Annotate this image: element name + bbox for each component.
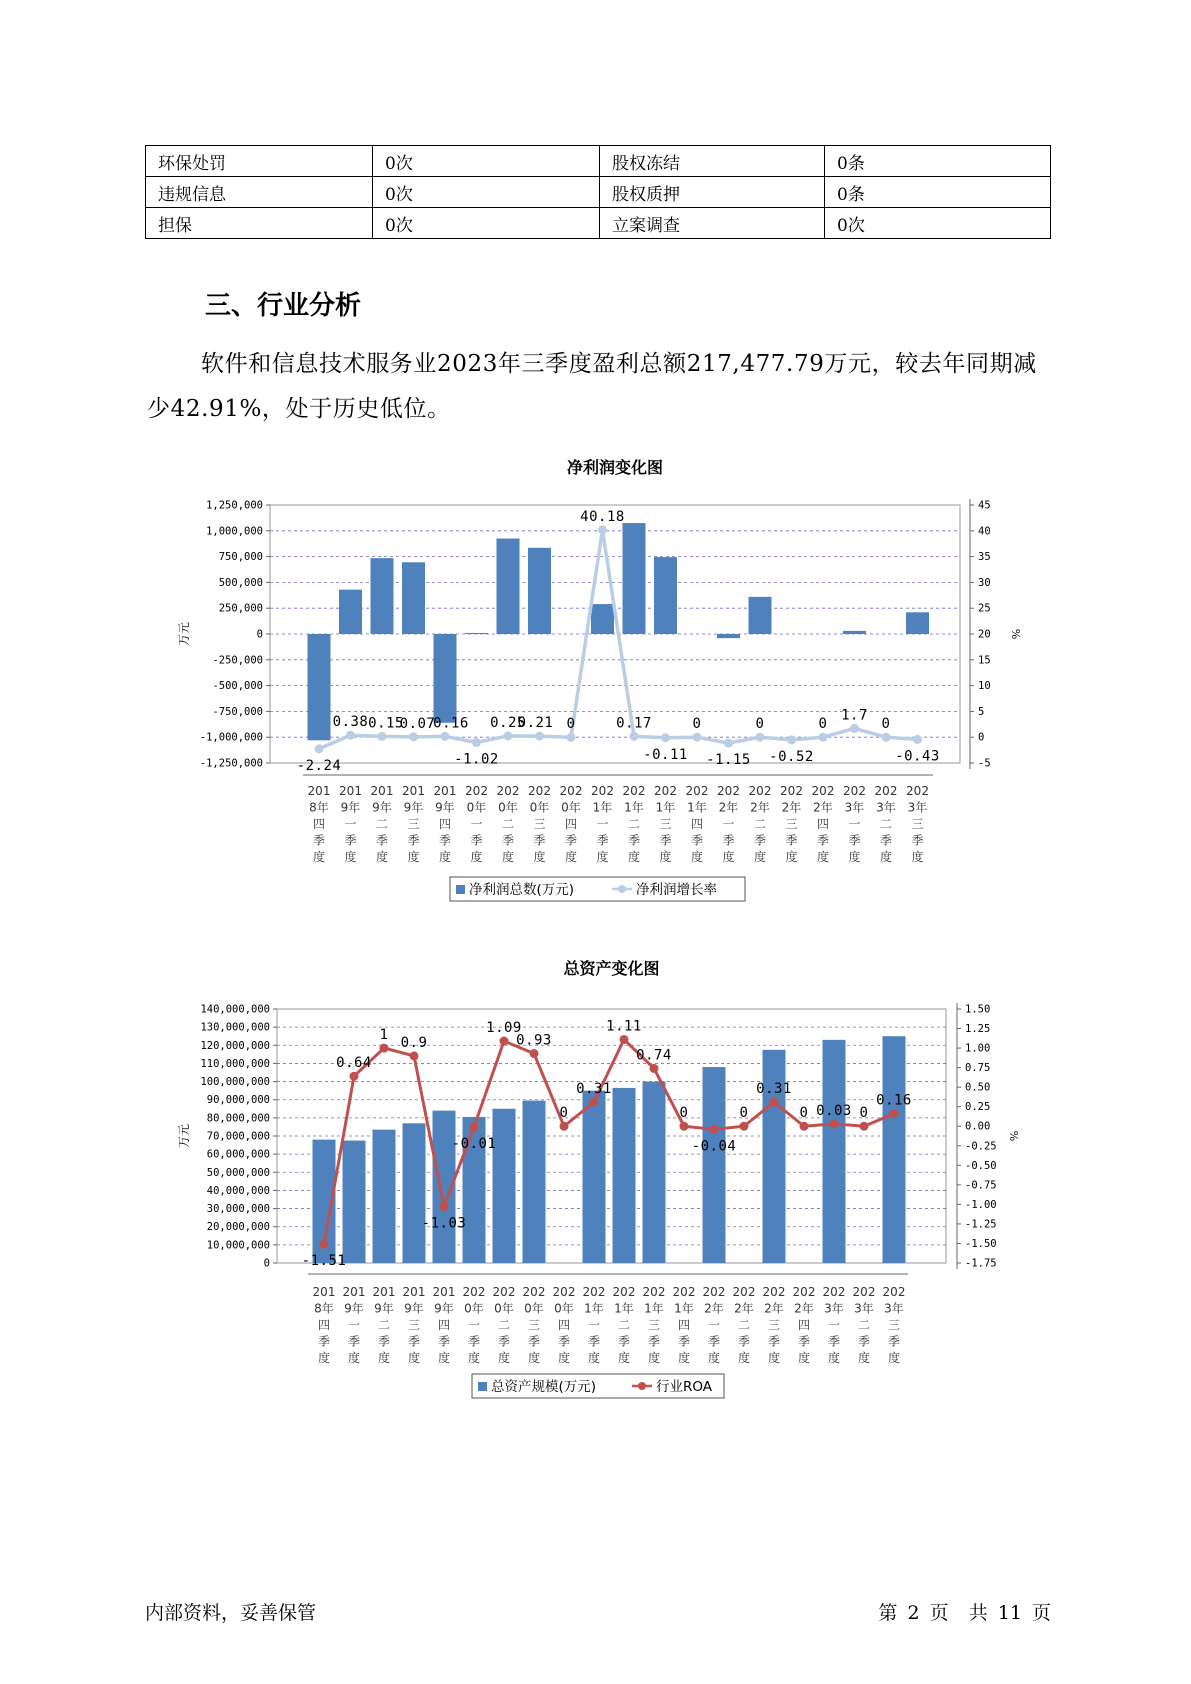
y2-tick-label: 1.00 [965,1042,991,1055]
y2-tick-label: 0.25 [965,1101,991,1114]
data-label: 0.07 [399,715,436,732]
bar [643,1082,666,1263]
bar [906,612,929,634]
x-tick-label: 201 9年四季度 [432,1285,456,1365]
x-tick-label: 202 0年三季度 [528,784,551,864]
table-cell: 股权质押 [600,177,825,208]
data-label: 0.74 [636,1047,672,1064]
data-label: -0.04 [691,1138,737,1155]
bar [371,558,394,634]
y-tick-label: 750,000 [218,551,263,564]
line-point [850,724,859,733]
x-tick-label: 202 2年三季度 [780,784,803,864]
table-cell: 违规信息 [146,177,373,208]
y2-tick-label: 10 [978,680,991,693]
y-tick-label: 60,000,000 [206,1148,270,1161]
x-tick-label: 202 3年三季度 [882,1285,906,1365]
x-tick-label: 201 8年四季度 [307,784,331,864]
x-tick-label: 202 3年三季度 [906,784,929,864]
x-tick-label: 201 9年四季度 [433,784,457,864]
table-cell: 0条 [825,146,1051,177]
table-cell: 0条 [825,177,1051,208]
x-tick-label: 202 1年四季度 [685,784,709,864]
total-prefix: 共 [968,1602,988,1624]
y-tick-label: 90,000,000 [206,1094,270,1107]
data-label: 0.15 [368,715,404,732]
page-number: 2 [907,1602,920,1624]
y2-tick-label: 0.75 [965,1062,991,1075]
x-tick-label: 202 0年四季度 [559,784,583,864]
bar [497,539,520,634]
x-tick-label: 201 9年三季度 [402,784,425,864]
table-cell: 0次 [373,146,600,177]
line-point [598,525,607,534]
x-tick-label: 202 2年四季度 [792,1285,816,1365]
total-pages: 11 [997,1602,1022,1624]
y2-tick-label: -5 [978,757,991,770]
bar [749,597,772,634]
line-point [504,731,513,740]
y2-tick-label: 0 [978,731,985,744]
data-label: 0.17 [616,715,652,732]
legend-line-label: 净利润增长率 [636,882,717,898]
data-label: 0.25 [490,714,526,731]
data-label: 0 [881,716,891,733]
x-tick-label: 201 9年三季度 [402,1285,426,1365]
bar [717,634,740,638]
x-tick-label: 202 2年一季度 [702,1285,726,1365]
data-label: -0.43 [895,748,940,765]
data-label: -1.51 [301,1253,347,1270]
x-tick-label: 202 1年一季度 [591,784,614,864]
line-point [710,1125,719,1134]
data-label: 0 [692,716,702,733]
data-label: 0 [799,1105,809,1122]
bar [373,1130,396,1263]
data-label: -1.03 [421,1215,467,1232]
line-point [630,732,639,741]
x-tick-label: 202 0年一季度 [465,784,488,864]
y2-tick-label: 5 [978,705,985,718]
chart-title: 净利润变化图 [566,458,664,477]
x-tick-label: 202 2年一季度 [717,784,740,864]
y-tick-label: 100,000,000 [200,1076,270,1089]
x-tick-label: 201 9年二季度 [370,784,394,864]
bar [528,548,551,634]
y-tick-label: 30,000,000 [206,1203,270,1216]
data-label: 0 [739,1105,749,1122]
line-point [472,738,481,747]
line-point [410,1051,419,1060]
line-point [535,732,544,741]
bar [703,1067,726,1263]
y-tick-label: 120,000,000 [200,1039,270,1052]
bar [434,634,457,723]
data-label: 0 [559,1105,569,1122]
x-tick-label: 202 2年四季度 [811,784,835,864]
y2-tick-label: 1.50 [965,1003,991,1016]
data-label: -0.01 [451,1136,497,1153]
data-label: 40.18 [580,508,625,525]
line-point [315,744,324,753]
legend-bar-swatch [456,885,465,894]
legend-line-marker [638,1382,646,1390]
y2-tick-label: 35 [978,551,991,564]
x-tick-label: 202 0年四季度 [552,1285,576,1365]
x-tick-label: 202 1年三季度 [642,1285,666,1365]
bar [343,1141,366,1263]
line-point [530,1049,539,1058]
bar [654,557,677,634]
legend-bar-swatch [478,1382,487,1391]
y-axis-title: 万元 [177,1123,191,1149]
y-tick-label: 70,000,000 [206,1130,270,1143]
x-tick-label: 202 2年二季度 [748,784,772,864]
footer-confidential: 内部资料，妥善保管 [145,1602,317,1624]
data-label: 1.11 [606,1018,642,1035]
x-tick-label: 202 1年三季度 [654,784,677,864]
y2-axis-title: % [1007,1130,1020,1142]
line-point [740,1122,749,1131]
x-tick-label: 202 3年一季度 [822,1285,846,1365]
line-point [724,739,733,748]
line-point [882,733,891,742]
data-label: 1 [379,1027,389,1044]
y2-tick-label: -1.75 [965,1257,997,1270]
y-tick-label: 80,000,000 [206,1112,270,1125]
data-label: 0 [679,1105,689,1122]
y2-tick-label: 0.00 [965,1120,991,1133]
page-prefix: 第 [878,1602,898,1624]
y2-tick-label: 45 [978,499,991,512]
y2-tick-label: 0.50 [965,1081,991,1094]
y-tick-label: -500,000 [212,680,263,693]
table-cell: 立案调查 [600,208,825,239]
line-point [830,1119,839,1128]
data-label: 0 [566,716,576,733]
y-tick-label: 130,000,000 [200,1021,270,1034]
x-tick-label: 202 0年一季度 [462,1285,486,1365]
data-label: 0.21 [517,715,554,732]
x-tick-label: 202 0年二季度 [496,784,520,864]
table-row [146,146,1051,177]
legend-line-label: 行业ROA [656,1379,713,1395]
data-label: 0.93 [516,1032,552,1049]
y2-tick-label: 15 [978,654,991,667]
y-tick-label: 0 [256,628,263,641]
data-label: -2.24 [296,757,342,774]
line-point [380,1044,389,1053]
data-label: 0.9 [400,1034,428,1051]
x-tick-label: 202 0年二季度 [492,1285,516,1365]
bar [523,1101,546,1263]
x-tick-label: 202 1年四季度 [672,1285,696,1365]
total-suffix: 页 [1031,1602,1051,1624]
x-tick-label: 202 1年一季度 [582,1285,606,1365]
data-label: 0.31 [576,1081,612,1098]
data-label: 0.38 [332,714,369,731]
total-assets-chart [0,945,1191,1415]
x-tick-label: 202 2年三季度 [762,1285,786,1365]
data-label: -1.15 [706,752,751,769]
line-point [650,1064,659,1073]
y-tick-label: 1,000,000 [206,525,263,538]
y-tick-label: 40,000,000 [206,1184,270,1197]
data-label: 1.7 [841,707,868,724]
line-point [470,1123,479,1132]
x-tick-label: 202 1年二季度 [612,1285,636,1365]
line-point [409,732,418,741]
data-label: 0 [859,1105,869,1122]
data-label: -0.11 [643,746,688,763]
line-point [890,1109,899,1118]
y2-tick-label: 20 [978,628,991,641]
bar [591,604,614,634]
data-label: 0.16 [876,1092,912,1109]
bar [402,562,425,634]
data-label: 0 [755,716,765,733]
y2-tick-label: 25 [978,602,991,615]
section-paragraph: 软件和信息技术服务业2023年三季度盈利总额217,477.79万元，较去年同期减少42.91%，处于历史低位。 [147,351,1037,422]
line-point [440,1202,449,1211]
x-tick-label: 202 2年二季度 [732,1285,756,1365]
table-row [146,177,1051,208]
table-row [146,208,1051,239]
data-label: 0.31 [756,1081,792,1098]
section-title: 三、行业分析 [205,291,362,321]
y-tick-label: 500,000 [218,576,263,589]
page-suffix: 页 [929,1602,949,1624]
line-point [500,1037,509,1046]
data-label: 1.09 [486,1020,522,1037]
y2-tick-label: 30 [978,576,991,589]
y2-axis-title: % [1009,628,1022,640]
line-point [661,733,670,742]
bar [339,590,362,634]
y-tick-label: 50,000,000 [206,1166,270,1179]
line-point [756,733,765,742]
table-cell: 0次 [373,177,600,208]
y-tick-label: 110,000,000 [200,1057,270,1070]
bar [613,1088,636,1263]
bar [883,1036,906,1263]
y-axis-title: 万元 [177,621,191,647]
line-point [320,1240,329,1249]
bar [403,1123,426,1263]
line-point [693,733,702,742]
legend-bar-label: 总资产规模(万元) [491,1379,597,1395]
data-label: 0.16 [433,715,469,732]
line-point [787,735,796,744]
data-label: 0.03 [816,1102,852,1119]
legend-bar-label: 净利润总数(万元) [469,882,575,898]
table-cell: 股权冻结 [600,146,825,177]
y-tick-label: -250,000 [212,654,263,667]
x-tick-label: 201 8年四季度 [312,1285,336,1365]
line-point [346,731,355,740]
chart-title: 总资产变化图 [563,959,660,978]
line-point [860,1122,869,1131]
y-tick-label: -1,000,000 [199,731,263,744]
y2-tick-label: -0.25 [965,1140,997,1153]
bar [843,631,866,634]
x-tick-label: 202 3年二季度 [874,784,898,864]
y2-tick-label: 40 [978,525,991,538]
bar [465,633,488,634]
bar [493,1109,516,1263]
y2-tick-label: 1.25 [965,1023,991,1036]
line-point [378,732,387,741]
x-tick-label: 201 9年二季度 [372,1285,396,1365]
risk-table [145,145,1051,239]
y2-tick-label: -0.75 [965,1179,997,1192]
line-point [620,1035,629,1044]
line-point [800,1122,809,1131]
line-point [590,1098,599,1107]
y-tick-label: -750,000 [212,705,263,718]
y-tick-label: 140,000,000 [200,1003,270,1016]
line-point [819,733,828,742]
bar [623,523,646,634]
x-tick-label: 202 3年一季度 [843,784,866,864]
legend-line-marker [618,885,626,893]
y-tick-label: 1,250,000 [206,499,263,512]
table-cell: 0次 [373,208,600,239]
x-tick-label: 201 9年一季度 [342,1285,366,1365]
line-point [567,733,576,742]
line-point [441,732,450,741]
line-point [350,1072,359,1081]
table-cell: 担保 [146,208,373,239]
line-point [770,1098,779,1107]
y-tick-label: 20,000,000 [206,1221,270,1234]
table-cell: 环保处罚 [146,146,373,177]
x-tick-label: 202 1年二季度 [622,784,646,864]
footer-page-info [874,1598,1051,1625]
y-tick-label: 0 [263,1257,270,1270]
y-tick-label: 10,000,000 [206,1239,270,1252]
data-label: -1.02 [454,751,499,768]
y2-tick-label: -1.25 [965,1218,997,1231]
x-tick-label: 202 3年二季度 [852,1285,876,1365]
data-label: 0 [818,716,828,733]
net-profit-chart [0,450,1191,910]
bar [308,634,331,740]
bar [823,1040,846,1263]
data-label: -0.52 [769,748,814,765]
y-tick-label: 250,000 [218,602,263,615]
line-point [913,735,922,744]
bar [583,1091,606,1263]
x-tick-label: 202 0年三季度 [522,1285,546,1365]
x-tick-label: 201 9年一季度 [339,784,362,864]
line-point [680,1122,689,1131]
table-cell: 0次 [825,208,1051,239]
data-label: 0.64 [336,1055,372,1072]
y-tick-label: -1,250,000 [199,757,263,770]
line-point [560,1122,569,1131]
y2-tick-label: -0.50 [965,1159,997,1172]
y2-tick-label: -1.50 [965,1237,997,1250]
y2-tick-label: -1.00 [965,1198,997,1211]
